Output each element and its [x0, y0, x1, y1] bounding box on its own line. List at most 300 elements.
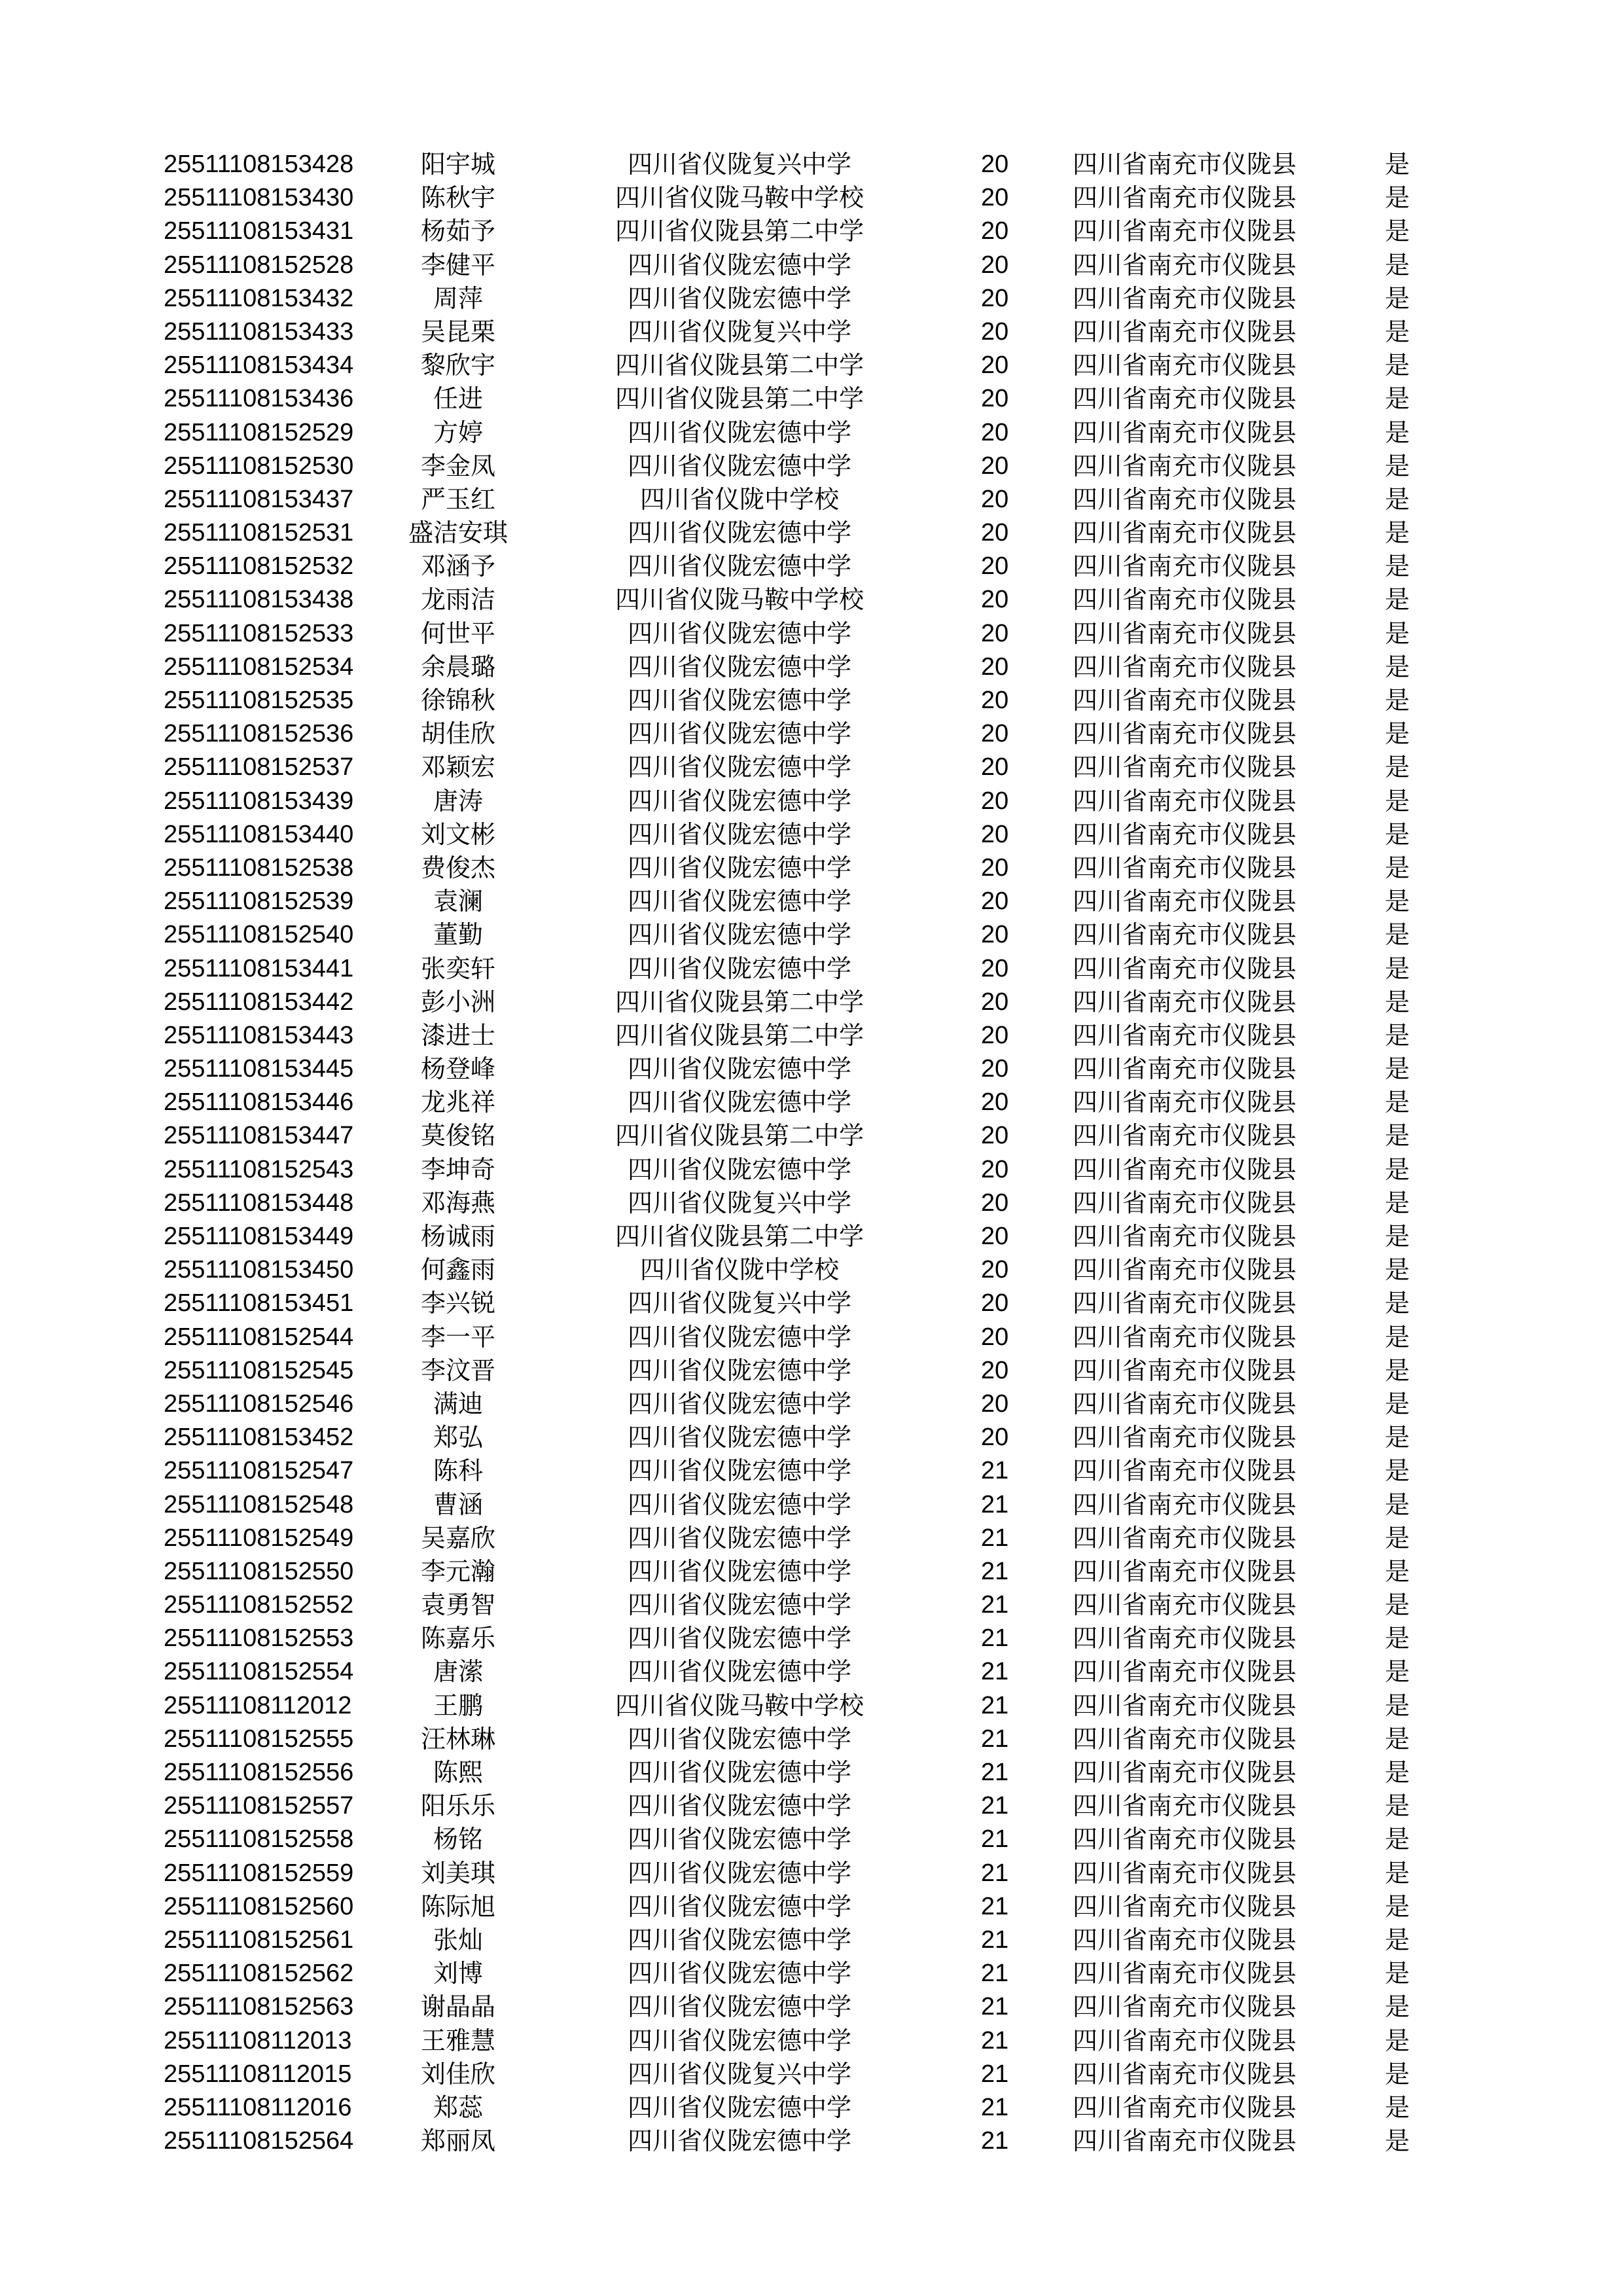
- region: 四川省南充市仪陇县: [1072, 652, 1296, 681]
- region: 四川省南充市仪陇县: [1072, 585, 1296, 615]
- student-name: 唐潆: [433, 1657, 483, 1687]
- table-row: [0, 1890, 1623, 1924]
- region: 四川省南充市仪陇县: [1072, 418, 1296, 447]
- candidate-id: 25511108153450: [164, 1256, 354, 1284]
- table-row: [0, 1388, 1623, 1421]
- school-name: 四川省仪陇宏德中学: [627, 1155, 851, 1184]
- candidate-id: 25511108152560: [164, 1892, 354, 1920]
- age: 21: [980, 2127, 1009, 2155]
- table-row: [0, 1354, 1623, 1388]
- candidate-id: 25511108152548: [164, 1490, 354, 1518]
- region: 四川省南充市仪陇县: [1072, 853, 1296, 882]
- region: 四川省南充市仪陇县: [1072, 1590, 1296, 1620]
- student-name: 邓海燕: [420, 1188, 495, 1217]
- school-name: 四川省仪陇宏德中学: [627, 1088, 851, 1117]
- school-name: 四川省仪陇县第二中学: [615, 351, 864, 380]
- student-name: 漆进士: [420, 1020, 495, 1050]
- region: 四川省南充市仪陇县: [1072, 183, 1296, 213]
- candidate-id: 25511108152549: [164, 1524, 354, 1552]
- table-row: [0, 1622, 1623, 1655]
- candidate-id: 25511108152557: [164, 1792, 354, 1820]
- table-row: [0, 315, 1623, 349]
- student-name: 李一平: [420, 1322, 495, 1352]
- region: 四川省南充市仪陇县: [1072, 518, 1296, 548]
- region: 四川省南充市仪陇县: [1072, 2026, 1296, 2055]
- eligible-flag: 是: [1384, 351, 1410, 380]
- eligible-flag: 是: [1384, 283, 1410, 313]
- age: 21: [980, 2093, 1009, 2121]
- school-name: 四川省仪陇宏德中学: [627, 1490, 851, 1519]
- region: 四川省南充市仪陇县: [1072, 987, 1296, 1016]
- student-name: 周萍: [433, 283, 483, 313]
- student-name: 陈嘉乐: [420, 1624, 495, 1653]
- candidate-id: 25511108152532: [164, 552, 354, 581]
- student-name: 彭小洲: [420, 987, 495, 1016]
- student-name: 费俊杰: [420, 853, 495, 882]
- table-row: [0, 1052, 1623, 1086]
- student-name: 杨铭: [433, 1825, 483, 1854]
- age: 20: [980, 251, 1009, 279]
- student-name: 龙兆祥: [420, 1088, 495, 1117]
- candidate-id: 25511108152543: [164, 1155, 354, 1183]
- region: 四川省南充市仪陇县: [1072, 1523, 1296, 1552]
- region: 四川省南充市仪陇县: [1072, 1355, 1296, 1385]
- candidate-id: 25511108152533: [164, 619, 354, 647]
- age: 21: [980, 2026, 1009, 2054]
- eligible-flag: 是: [1384, 2026, 1410, 2055]
- school-name: 四川省仪陇县第二中学: [615, 217, 864, 246]
- region: 四川省南充市仪陇县: [1072, 1791, 1296, 1821]
- age: 20: [980, 418, 1009, 446]
- age: 20: [980, 888, 1009, 916]
- table-row: [0, 1086, 1623, 1119]
- eligible-flag: 是: [1384, 1188, 1410, 1217]
- school-name: 四川省仪陇宏德中学: [627, 1523, 851, 1552]
- region: 四川省南充市仪陇县: [1072, 1456, 1296, 1486]
- region: 四川省南充市仪陇县: [1072, 920, 1296, 950]
- student-name: 陈秋宇: [420, 183, 495, 213]
- age: 21: [980, 1759, 1009, 1786]
- eligible-flag: 是: [1384, 1791, 1410, 1821]
- candidate-id: 25511108153441: [164, 954, 354, 982]
- candidate-id: 25511108152530: [164, 452, 354, 480]
- student-name: 邓颖宏: [420, 753, 495, 782]
- student-name: 吴昆栗: [420, 317, 495, 346]
- region: 四川省南充市仪陇县: [1072, 1556, 1296, 1586]
- student-name: 杨茹予: [420, 217, 495, 246]
- region: 四川省南充市仪陇县: [1072, 1925, 1296, 1954]
- table-row: [0, 986, 1623, 1019]
- eligible-flag: 是: [1384, 1255, 1410, 1285]
- school-name: 四川省仪陇宏德中学: [627, 1825, 851, 1854]
- age: 20: [980, 1021, 1009, 1049]
- eligible-flag: 是: [1384, 686, 1410, 715]
- candidate-id: 25511108153447: [164, 1122, 354, 1150]
- region: 四川省南充市仪陇县: [1072, 1691, 1296, 1720]
- age: 20: [980, 753, 1009, 781]
- table-row: [0, 550, 1623, 583]
- student-name: 唐涛: [433, 786, 483, 816]
- student-name: 李健平: [420, 250, 495, 279]
- student-name: 张灿: [433, 1925, 483, 1954]
- school-name: 四川省仪陇宏德中学: [627, 1590, 851, 1620]
- age: 20: [980, 1356, 1009, 1384]
- school-name: 四川省仪陇马鞍中学校: [615, 1691, 864, 1720]
- table-row: [0, 1454, 1623, 1488]
- age: 21: [980, 1825, 1009, 1854]
- age: 21: [980, 1792, 1009, 1820]
- eligible-flag: 是: [1384, 1825, 1410, 1854]
- student-name: 龙雨洁: [420, 585, 495, 615]
- table-row: [0, 1689, 1623, 1723]
- table-row: [0, 2058, 1623, 2091]
- eligible-flag: 是: [1384, 954, 1410, 983]
- table-row: [0, 1019, 1623, 1052]
- student-name: 李汶晋: [420, 1355, 495, 1385]
- eligible-flag: 是: [1384, 1121, 1410, 1151]
- school-name: 四川省仪陇宏德中学: [627, 753, 851, 782]
- region: 四川省南充市仪陇县: [1072, 384, 1296, 414]
- eligible-flag: 是: [1384, 853, 1410, 882]
- candidate-id: 25511108152528: [164, 251, 354, 279]
- candidate-id: 25511108153451: [164, 1289, 354, 1318]
- region: 四川省南充市仪陇县: [1072, 1858, 1296, 1888]
- region: 四川省南充市仪陇县: [1072, 2126, 1296, 2156]
- candidate-id: 25511108153440: [164, 820, 354, 848]
- table-row: [0, 516, 1623, 550]
- table-row: [0, 717, 1623, 751]
- table-row: [0, 382, 1623, 416]
- age: 20: [980, 853, 1009, 882]
- student-name: 张奕轩: [420, 954, 495, 983]
- candidate-id: 25511108152531: [164, 519, 354, 547]
- school-name: 四川省仪陇宏德中学: [627, 1925, 851, 1954]
- table-row: [0, 1723, 1623, 1756]
- eligible-flag: 是: [1384, 753, 1410, 782]
- age: 20: [980, 284, 1009, 312]
- eligible-flag: 是: [1384, 786, 1410, 816]
- table-row: [0, 617, 1623, 651]
- region: 四川省南充市仪陇县: [1072, 1289, 1296, 1318]
- region: 四川省南充市仪陇县: [1072, 1020, 1296, 1050]
- eligible-flag: 是: [1384, 384, 1410, 414]
- school-name: 四川省仪陇复兴中学: [627, 150, 851, 179]
- eligible-flag: 是: [1384, 2059, 1410, 2089]
- age: 20: [980, 317, 1009, 346]
- school-name: 四川省仪陇宏德中学: [627, 619, 851, 648]
- region: 四川省南充市仪陇县: [1072, 686, 1296, 715]
- candidate-id: 25511108153449: [164, 1223, 354, 1250]
- age: 20: [980, 1424, 1009, 1452]
- table-row: [0, 1990, 1623, 2024]
- school-name: 四川省仪陇宏德中学: [627, 552, 851, 581]
- school-name: 四川省仪陇宏德中学: [627, 1724, 851, 1753]
- candidate-id: 25511108153443: [164, 1021, 354, 1049]
- candidate-id: 25511108152537: [164, 753, 354, 781]
- region: 四川省南充市仪陇县: [1072, 1255, 1296, 1285]
- age: 20: [980, 351, 1009, 380]
- region: 四川省南充市仪陇县: [1072, 552, 1296, 581]
- school-name: 四川省仪陇马鞍中学校: [615, 183, 864, 213]
- school-name: 四川省仪陇复兴中学: [627, 2059, 851, 2089]
- region: 四川省南充市仪陇县: [1072, 150, 1296, 179]
- candidate-id: 25511108153437: [164, 485, 354, 513]
- eligible-flag: 是: [1384, 317, 1410, 346]
- region: 四川省南充市仪陇县: [1072, 1724, 1296, 1753]
- student-name: 李坤奇: [420, 1155, 495, 1184]
- candidate-id: 25511108152559: [164, 1859, 354, 1887]
- eligible-flag: 是: [1384, 484, 1410, 514]
- eligible-flag: 是: [1384, 1724, 1410, 1753]
- eligible-flag: 是: [1384, 2126, 1410, 2156]
- table-row: [0, 2091, 1623, 2125]
- student-name: 徐锦秋: [420, 686, 495, 715]
- table-row: [0, 818, 1623, 852]
- student-name: 莫俊铭: [420, 1121, 495, 1151]
- eligible-flag: 是: [1384, 1758, 1410, 1787]
- eligible-flag: 是: [1384, 1892, 1410, 1921]
- school-name: 四川省仪陇复兴中学: [627, 1289, 851, 1318]
- table-row: [0, 684, 1623, 717]
- eligible-flag: 是: [1384, 418, 1410, 447]
- candidate-id: 25511108112016: [164, 2093, 352, 2121]
- school-name: 四川省仪陇宏德中学: [627, 2126, 851, 2156]
- age: 20: [980, 954, 1009, 982]
- region: 四川省南充市仪陇县: [1072, 1423, 1296, 1452]
- candidate-id: 25511108152540: [164, 921, 354, 949]
- age: 20: [980, 385, 1009, 413]
- school-name: 四川省仪陇复兴中学: [627, 1188, 851, 1217]
- candidate-id: 25511108112012: [164, 1691, 352, 1719]
- region: 四川省南充市仪陇县: [1072, 1490, 1296, 1519]
- region: 四川省南充市仪陇县: [1072, 1892, 1296, 1921]
- school-name: 四川省仪陇宏德中学: [627, 652, 851, 681]
- student-name: 曹涵: [433, 1490, 483, 1519]
- eligible-flag: 是: [1384, 1691, 1410, 1720]
- eligible-flag: 是: [1384, 1523, 1410, 1552]
- table-row: [0, 1655, 1623, 1689]
- school-name: 四川省仪陇宏德中学: [627, 1624, 851, 1653]
- school-name: 四川省仪陇宏德中学: [627, 1456, 851, 1486]
- candidate-id: 25511108112015: [164, 2060, 352, 2088]
- roster-table: [0, 148, 1623, 2158]
- school-name: 四川省仪陇宏德中学: [627, 250, 851, 279]
- student-name: 谢晶晶: [420, 1992, 495, 2022]
- candidate-id: 25511108152547: [164, 1457, 354, 1485]
- student-name: 陈熙: [433, 1758, 483, 1787]
- table-row: [0, 1789, 1623, 1823]
- school-name: 四川省仪陇宏德中学: [627, 418, 851, 447]
- student-name: 袁澜: [433, 887, 483, 916]
- age: 21: [980, 1457, 1009, 1485]
- student-name: 杨登峰: [420, 1054, 495, 1084]
- student-name: 汪林琳: [420, 1724, 495, 1753]
- candidate-id: 25511108153433: [164, 317, 354, 346]
- school-name: 四川省仪陇中学校: [639, 1255, 839, 1285]
- student-name: 黎欣宇: [420, 351, 495, 380]
- student-name: 吴嘉欣: [420, 1523, 495, 1552]
- region: 四川省南充市仪陇县: [1072, 484, 1296, 514]
- table-row: [0, 751, 1623, 784]
- student-name: 李金凤: [420, 451, 495, 480]
- age: 21: [980, 1725, 1009, 1753]
- table-row: [0, 1220, 1623, 1253]
- table-row: [0, 1187, 1623, 1220]
- age: 20: [980, 1223, 1009, 1250]
- table-row: [0, 1588, 1623, 1622]
- age: 20: [980, 552, 1009, 581]
- table-row: [0, 1321, 1623, 1354]
- student-name: 何鑫雨: [420, 1255, 495, 1285]
- eligible-flag: 是: [1384, 1222, 1410, 1251]
- student-name: 王鹏: [433, 1691, 483, 1720]
- eligible-flag: 是: [1384, 451, 1410, 480]
- region: 四川省南充市仪陇县: [1072, 283, 1296, 313]
- student-name: 陈际旭: [420, 1892, 495, 1921]
- student-name: 阳乐乐: [420, 1791, 495, 1821]
- candidate-id: 25511108153442: [164, 988, 354, 1016]
- table-row: [0, 1253, 1623, 1287]
- student-name: 盛洁安琪: [408, 518, 508, 548]
- table-row: [0, 1924, 1623, 1957]
- school-name: 四川省仪陇宏德中学: [627, 1355, 851, 1385]
- region: 四川省南充市仪陇县: [1072, 1188, 1296, 1217]
- school-name: 四川省仪陇宏德中学: [627, 1423, 851, 1452]
- school-name: 四川省仪陇宏德中学: [627, 1322, 851, 1352]
- student-name: 余晨璐: [420, 652, 495, 681]
- candidate-id: 25511108152561: [164, 1926, 354, 1954]
- candidate-id: 25511108152562: [164, 1960, 354, 1988]
- table-row: [0, 1522, 1623, 1555]
- eligible-flag: 是: [1384, 619, 1410, 648]
- table-row: [0, 1756, 1623, 1789]
- region: 四川省南充市仪陇县: [1072, 819, 1296, 849]
- region: 四川省南充市仪陇县: [1072, 451, 1296, 480]
- candidate-id: 25511108153438: [164, 586, 354, 614]
- school-name: 四川省仪陇宏德中学: [627, 853, 851, 882]
- eligible-flag: 是: [1384, 1624, 1410, 1653]
- age: 20: [980, 1390, 1009, 1418]
- region: 四川省南充市仪陇县: [1072, 1054, 1296, 1084]
- school-name: 四川省仪陇宏德中学: [627, 1992, 851, 2022]
- eligible-flag: 是: [1384, 183, 1410, 213]
- age: 21: [980, 1624, 1009, 1653]
- age: 21: [980, 1993, 1009, 2021]
- student-name: 胡佳欣: [420, 719, 495, 749]
- school-name: 四川省仪陇宏德中学: [627, 1657, 851, 1687]
- student-name: 郑弘: [433, 1423, 483, 1452]
- candidate-id: 25511108153432: [164, 284, 354, 312]
- age: 20: [980, 1323, 1009, 1351]
- school-name: 四川省仪陇宏德中学: [627, 786, 851, 816]
- age: 21: [980, 1658, 1009, 1686]
- eligible-flag: 是: [1384, 2092, 1410, 2122]
- table-row: [0, 1287, 1623, 1320]
- region: 四川省南充市仪陇县: [1072, 351, 1296, 380]
- table-row: [0, 918, 1623, 952]
- eligible-flag: 是: [1384, 1590, 1410, 1620]
- table-row: [0, 1823, 1623, 1856]
- age: 20: [980, 1055, 1009, 1083]
- school-name: 四川省仪陇县第二中学: [615, 1121, 864, 1151]
- school-name: 四川省仪陇宏德中学: [627, 1892, 851, 1921]
- student-name: 满迪: [433, 1389, 483, 1418]
- table-row: [0, 2125, 1623, 2158]
- age: 21: [980, 1960, 1009, 1988]
- candidate-id: 25511108153436: [164, 385, 354, 413]
- eligible-flag: 是: [1384, 250, 1410, 279]
- eligible-flag: 是: [1384, 1456, 1410, 1486]
- age: 20: [980, 184, 1009, 212]
- age: 21: [980, 1859, 1009, 1887]
- region: 四川省南充市仪陇县: [1072, 2092, 1296, 2122]
- table-row: [0, 1957, 1623, 1990]
- candidate-id: 25511108152535: [164, 687, 354, 714]
- age: 20: [980, 1289, 1009, 1318]
- school-name: 四川省仪陇宏德中学: [627, 1389, 851, 1418]
- candidate-id: 25511108152539: [164, 888, 354, 916]
- table-row: [0, 148, 1623, 181]
- age: 21: [980, 1691, 1009, 1719]
- school-name: 四川省仪陇县第二中学: [615, 1020, 864, 1050]
- candidate-id: 25511108152546: [164, 1390, 354, 1418]
- eligible-flag: 是: [1384, 652, 1410, 681]
- region: 四川省南充市仪陇县: [1072, 1758, 1296, 1787]
- student-name: 刘美琪: [420, 1858, 495, 1888]
- table-row: [0, 181, 1623, 215]
- school-name: 四川省仪陇宏德中学: [627, 686, 851, 715]
- eligible-flag: 是: [1384, 1490, 1410, 1519]
- student-name: 刘佳欣: [420, 2059, 495, 2089]
- table-row: [0, 885, 1623, 918]
- region: 四川省南充市仪陇县: [1072, 1624, 1296, 1653]
- candidate-id: 25511108112013: [164, 2026, 352, 2054]
- eligible-flag: 是: [1384, 887, 1410, 916]
- student-name: 阳宇城: [420, 150, 495, 179]
- eligible-flag: 是: [1384, 1289, 1410, 1318]
- eligible-flag: 是: [1384, 987, 1410, 1016]
- candidate-id: 25511108152564: [164, 2127, 354, 2155]
- region: 四川省南充市仪陇县: [1072, 1959, 1296, 1988]
- candidate-id: 25511108152552: [164, 1591, 354, 1619]
- table-row: [0, 349, 1623, 382]
- candidate-id: 25511108152556: [164, 1759, 354, 1786]
- eligible-flag: 是: [1384, 1355, 1410, 1385]
- table-row: [0, 583, 1623, 617]
- candidate-id: 25511108152545: [164, 1356, 354, 1384]
- candidate-id: 25511108152554: [164, 1658, 354, 1686]
- student-name: 王雅慧: [420, 2026, 495, 2055]
- region: 四川省南充市仪陇县: [1072, 719, 1296, 749]
- school-name: 四川省仪陇中学校: [639, 484, 839, 514]
- eligible-flag: 是: [1384, 1423, 1410, 1452]
- eligible-flag: 是: [1384, 1556, 1410, 1586]
- school-name: 四川省仪陇宏德中学: [627, 451, 851, 480]
- student-name: 刘博: [433, 1959, 483, 1988]
- school-name: 四川省仪陇马鞍中学校: [615, 585, 864, 615]
- eligible-flag: 是: [1384, 585, 1410, 615]
- age: 20: [980, 151, 1009, 178]
- region: 四川省南充市仪陇县: [1072, 786, 1296, 816]
- age: 20: [980, 1122, 1009, 1150]
- student-name: 任进: [433, 384, 483, 414]
- school-name: 四川省仪陇宏德中学: [627, 2026, 851, 2055]
- region: 四川省南充市仪陇县: [1072, 217, 1296, 246]
- table-row: [0, 1488, 1623, 1522]
- table-row: [0, 1857, 1623, 1890]
- age: 21: [980, 1557, 1009, 1585]
- eligible-flag: 是: [1384, 1088, 1410, 1117]
